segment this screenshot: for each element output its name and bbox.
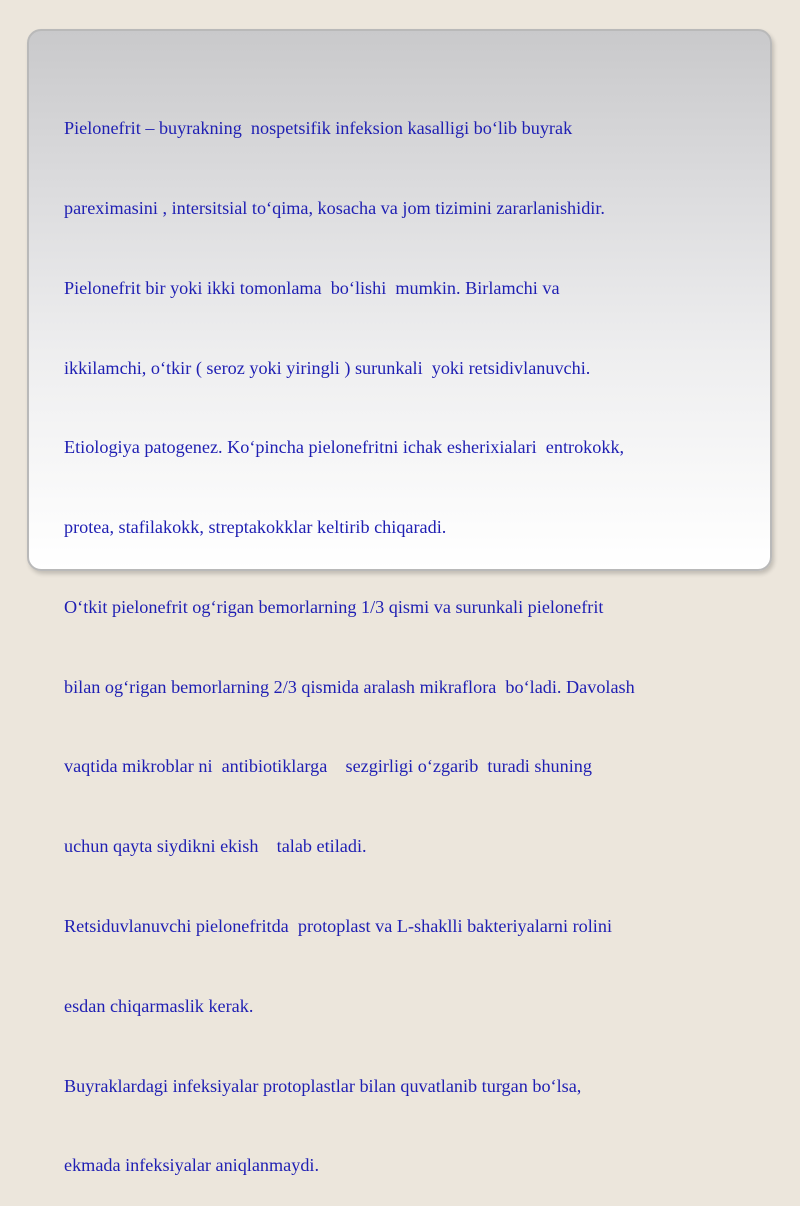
text-line: ikkilamchi, o‘tkir ( seroz yoki yiringli ) surunkali yoki retsidivlanuvchi. — [64, 357, 591, 378]
text-line: protea, stafilakokk, streptakokklar keltirib chiqaradi. — [64, 517, 447, 538]
text-line: vaqtida mikroblar ni antibiotiklarga sezgirligi o‘zgarib turadi shuning — [64, 756, 592, 777]
text-line: uchun qayta siydikni ekish talab etiladi. — [64, 836, 367, 857]
text-line: Pielonefrit – buyrakning nospetsifik infeksion kasalligi bo‘lib buyrak — [64, 118, 573, 139]
text-line: O‘tkit pielonefrit og‘rigan bemorlarning 1/3 qismi va surunkali pielonefrit — [64, 596, 604, 617]
slide-body-text — [64, 62, 774, 1206]
text-line: ekmada infeksiyalar aniqlanmaydi. — [64, 1155, 320, 1176]
text-line: Buyraklardagi infeksiyalar protoplastlar bilan quvatlanib turgan bo‘lsa, — [64, 1075, 582, 1096]
text-line: esdan chiqarmaslik kerak. — [64, 995, 254, 1016]
text-line: Retsiduvlanuvchi pielonefritda protoplast va L-shaklli bakteriyalarni rolini — [64, 916, 613, 936]
text-line: Pielonefrit bir yoki ikki tomonlama bo‘lishi mumkin. Birlamchi va — [64, 277, 560, 298]
text-line: bilan og‘rigan bemorlarning 2/3 qismida aralash mikraflora bo‘ladi. Davolash — [64, 676, 635, 697]
text-line: pareximasini , intersitsial to‘qima, kosacha va jom tizimini zararlanishidir. — [64, 197, 605, 218]
text-line: Etiologiya patogenez. Ko‘pincha pielonefritni ichak esherixialari entrokokk, — [64, 437, 625, 458]
